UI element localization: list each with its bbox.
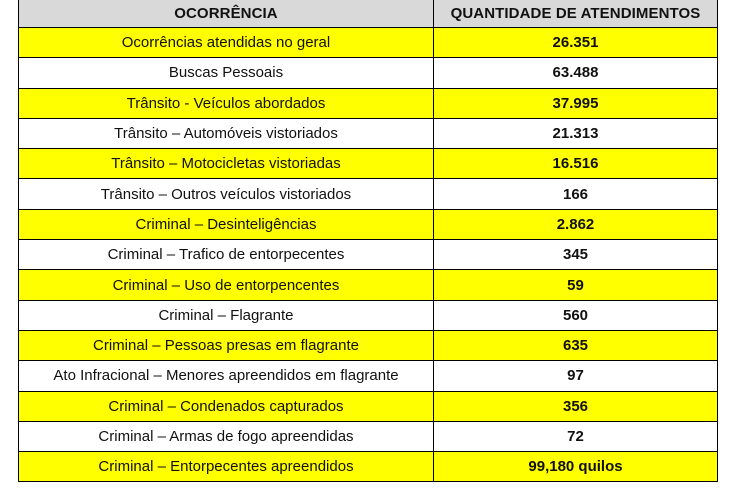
quantity-value: 166 [434,179,718,209]
quantity-value: 560 [434,300,718,330]
quantity-value: 16.516 [434,149,718,179]
quantity-value: 635 [434,330,718,360]
occurrence-table [18,0,718,482]
quantity-value: 21.313 [434,118,718,148]
quantity-value: 2.862 [434,209,718,239]
occurrence-label: Ocorrências atendidas no geral [19,28,434,58]
header-occurrence: OCORRÊNCIA [19,0,434,28]
quantity-value: 345 [434,240,718,270]
quantity-value: 26.351 [434,28,718,58]
occurrence-label: Criminal – Pessoas presas em flagrante [19,330,434,360]
occurrence-label: Criminal – Armas de fogo apreendidas [19,421,434,451]
quantity-value: 37.995 [434,88,718,118]
occurrence-label: Trânsito – Automóveis vistoriados [19,118,434,148]
quantity-value: 97 [434,361,718,391]
table-row [19,179,718,209]
header-quantity: QUANTIDADE DE ATENDIMENTOS [434,0,718,28]
table-row [19,58,718,88]
occurrence-label: Criminal – Entorpecentes apreendidos [19,452,434,482]
quantity-value: 99,180 quilos [434,452,718,482]
table-row [19,270,718,300]
table-row [19,421,718,451]
quantity-value: 63.488 [434,58,718,88]
table-row [19,149,718,179]
table-row [19,240,718,270]
occurrence-label: Trânsito – Outros veículos vistoriados [19,179,434,209]
occurrence-label: Criminal – Flagrante [19,300,434,330]
table-row [19,118,718,148]
table-row [19,330,718,360]
table-header-row [19,0,718,28]
occurrence-label: Trânsito – Motocicletas vistoriadas [19,149,434,179]
quantity-value: 72 [434,421,718,451]
table-row [19,391,718,421]
occurrence-label: Criminal – Condenados capturados [19,391,434,421]
table-row [19,209,718,239]
occurrence-label: Ato Infracional – Menores apreendidos em flagrante [19,361,434,391]
occurrence-table-container [18,0,717,482]
table-row [19,452,718,482]
occurrence-label: Criminal – Desinteligências [19,209,434,239]
quantity-value: 59 [434,270,718,300]
quantity-value: 356 [434,391,718,421]
table-row [19,28,718,58]
table-row [19,300,718,330]
occurrence-label: Criminal – Trafico de entorpecentes [19,240,434,270]
occurrence-label: Trânsito - Veículos abordados [19,88,434,118]
table-row [19,361,718,391]
occurrence-label: Criminal – Uso de entorpencentes [19,270,434,300]
table-row [19,88,718,118]
occurrence-label: Buscas Pessoais [19,58,434,88]
